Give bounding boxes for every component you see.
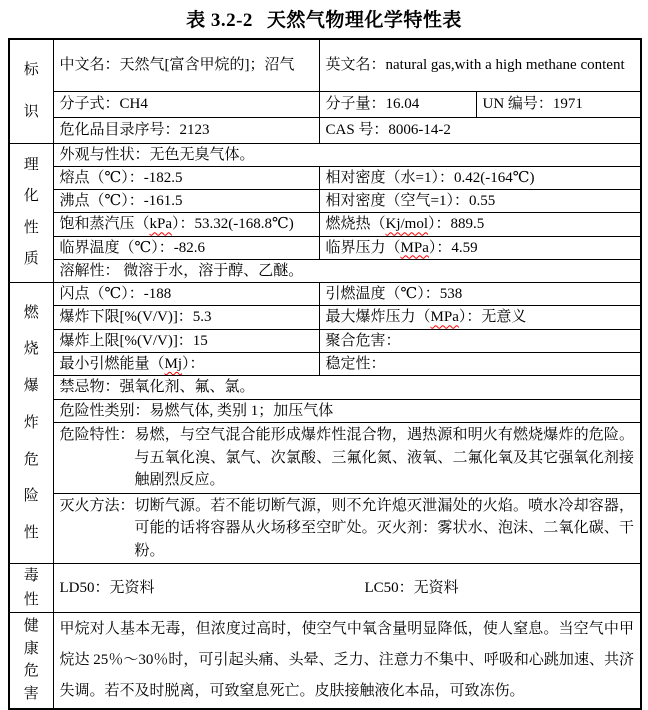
firefighting-text: 切断气源。若不能切断气源，则不允许熄灭泄漏处的火焰。喷水冷却容器，可能的话将容器从火场移至空旷处。灭火剂：雾状水、泡沫、二氧化碳、干粉。	[134, 497, 635, 559]
row-health-hazard	[9, 613, 641, 709]
english-name-value: natural gas,with a high methane content	[385, 56, 625, 73]
section-label-health: 健康危害	[9, 613, 53, 709]
row-energy-stability	[9, 352, 641, 375]
row-lel-maxpressure	[9, 306, 641, 329]
cell-hazard-characteristics	[53, 423, 641, 494]
cell-explosion-upper-limit: 爆炸上限[%(V/V)]：15	[53, 329, 319, 352]
spellcheck-kpa: kPa	[149, 216, 173, 233]
row-boiling-density	[9, 190, 641, 213]
row-firefighting	[9, 493, 641, 564]
row-critical	[9, 236, 641, 259]
cell-english-name	[319, 39, 641, 91]
row-flash-ignition	[9, 283, 641, 306]
hazard-label: 危险特性：	[59, 427, 135, 444]
section-label-identification: 标识	[9, 39, 53, 143]
row-hazard-class	[9, 400, 641, 423]
cell-molecular-formula: 分子式：CH4	[53, 91, 319, 117]
cell-stability: 稳定性：	[319, 352, 641, 375]
cell-cas-number: CAS 号：8006-14-2	[319, 117, 641, 143]
row-uel-polymerization	[9, 329, 641, 352]
cell-explosion-lower-limit: 爆炸下限[%(V/V)]：5.3	[53, 306, 319, 329]
cell-min-ignition-energy: 最小引燃能量（Mj）：	[53, 352, 319, 375]
row-solubility	[9, 259, 641, 282]
page-title	[0, 0, 648, 32]
firefighting-label: 灭火方法：	[59, 497, 135, 514]
spellcheck-kjmol: Kj/mol	[385, 216, 429, 233]
section-label-physchem: 理化性质	[9, 143, 53, 283]
spellcheck-mpa-critical: MPa	[400, 239, 429, 256]
section-label-toxicity: 毒性	[9, 564, 53, 613]
cell-critical-temperature: 临界温度（℃）：-82.6	[53, 236, 319, 259]
cell-toxicity-values	[53, 564, 641, 613]
cell-incompatibles: 禁忌物：强氧化剂、氟、氯。	[53, 376, 641, 400]
spellcheck-mpa-explosion: MPa	[430, 309, 459, 326]
row-incompatibles	[9, 376, 641, 400]
section-label-fire-explosion: 燃烧爆炸危险性	[9, 283, 53, 564]
cell-un-number: UN 编号：1971	[476, 91, 641, 117]
cell-molecular-weight: 分子量：16.04	[319, 91, 476, 117]
cell-catalog-number: 危化品目录序号：2123	[53, 117, 319, 143]
english-name-label: 英文名：	[325, 56, 386, 73]
cell-combustion-heat: 燃烧热（Kj/mol）：889.5	[319, 213, 641, 236]
cell-ignition-temperature: 引燃温度（℃）：538	[319, 283, 641, 306]
cell-health-hazard	[53, 613, 641, 709]
chemical-properties-table	[8, 38, 642, 710]
cell-polymerization-hazard: 聚合危害：	[319, 329, 641, 352]
row-toxicity	[9, 564, 641, 613]
cell-solubility: 溶解性： 微溶于水，溶于醇、乙醚。	[53, 259, 641, 282]
cell-melting-point: 熔点（℃）：-182.5	[53, 166, 319, 189]
row-appearance	[9, 143, 641, 166]
table-number: 表 3.2-2	[186, 10, 253, 31]
lc50-value: LC50：无资料	[364, 580, 459, 597]
cell-boiling-point: 沸点（℃）：-161.5	[53, 190, 319, 213]
spellcheck-mj: Mj	[164, 355, 183, 372]
cell-critical-pressure: 临界压力（MPa）：4.59	[319, 236, 641, 259]
cell-max-explosion-pressure: 最大爆炸压力（MPa）：无意义	[319, 306, 641, 329]
cell-hazard-class: 危险性类别：易燃气体, 类别 1；加压气体	[53, 400, 641, 423]
cell-relative-density-air: 相对密度（空气=1）：0.55	[319, 190, 641, 213]
hazard-text: 易燃，与空气混合能形成爆炸性混合物，遇热源和明火有燃烧爆炸的危险。与五氧化溴、氯气、次氯酸、三氟化氮、液氧、二氟化氧及其它强氧化剂接触剧烈反应。	[134, 427, 635, 489]
row-vapor-heat	[9, 213, 641, 236]
cell-relative-density-water: 相对密度（水=1）：0.42(-164℃)	[319, 166, 641, 189]
cell-flash-point: 闪点（℃）：-188	[53, 283, 319, 306]
row-melting-density	[9, 166, 641, 189]
cell-firefighting-method	[53, 493, 641, 564]
health-hazard-text: 甲烷对人基本无毒，但浓度过高时，使空气中氧含量明显降低，使人窒息。当空气中甲烷达 25％～30％时，可引起头痛、头晕、乏力、注意力不集中、呼吸和心跳加速、共济失调。若不及时脱离，可致窒息死亡。皮肤接触液化本品，可致冻伤。	[59, 621, 635, 699]
row-catalog	[9, 117, 641, 143]
ld50-value: LD50：无资料	[59, 580, 155, 597]
row-names	[9, 39, 641, 91]
row-hazard-characteristics	[9, 423, 641, 494]
table-title-text: 天然气物理化学特性表	[266, 10, 462, 31]
cell-appearance: 外观与性状：无色无臭气体。	[53, 143, 641, 166]
row-formula	[9, 91, 641, 117]
cell-chinese-name: 中文名：天然气[富含甲烷的]；沼气	[53, 39, 319, 91]
cell-vapor-pressure: 饱和蒸汽压（kPa）：53.32(-168.8℃)	[53, 213, 319, 236]
